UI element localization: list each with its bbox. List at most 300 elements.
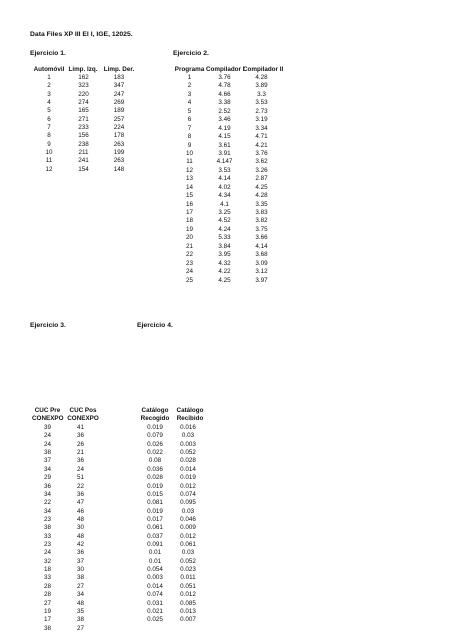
- table-cell: 17: [185, 209, 193, 216]
- table-row: [138, 591, 204, 599]
- header-catalogo-recibido-line2: Recibido: [176, 415, 204, 422]
- table-row: [32, 74, 137, 82]
- table-cell: 0.052: [180, 449, 196, 457]
- header-cuc-pre-line2: CONEXPO: [32, 415, 64, 422]
- table-cell: 0.014: [147, 582, 163, 590]
- table-cell: 4.32: [218, 259, 231, 267]
- table-cell: 3.38: [218, 99, 231, 107]
- table-cell: 2.73: [255, 107, 268, 115]
- table-cell: 33: [43, 532, 51, 540]
- table-cell: 4.28: [255, 192, 268, 200]
- ejercicio-1-table: [32, 74, 137, 174]
- table-cell: 3.76: [255, 149, 268, 157]
- table-row: [32, 616, 98, 624]
- table-row: [173, 108, 280, 116]
- table-cell: 3: [47, 90, 51, 98]
- table-row: [32, 491, 98, 499]
- table-cell: 4.14: [255, 242, 268, 250]
- table-cell: 21: [76, 449, 84, 457]
- table-cell: 2: [187, 82, 192, 90]
- table-cell: 3.75: [255, 225, 268, 233]
- table-cell: 23: [43, 515, 51, 523]
- table-cell: 4.15: [218, 133, 231, 141]
- table-cell: 47: [76, 499, 84, 507]
- table-row: [138, 499, 204, 507]
- table-cell: 238: [78, 140, 89, 148]
- table-cell: 271: [78, 115, 89, 123]
- table-cell: 17: [43, 616, 51, 624]
- table-row: [32, 457, 98, 465]
- table-cell: 4.78: [218, 82, 231, 90]
- table-cell: 4.52: [218, 217, 231, 225]
- table-row: [32, 608, 98, 616]
- table-row: [32, 116, 137, 124]
- table-cell: 0.019: [147, 424, 163, 431]
- table-cell: 148: [113, 165, 125, 173]
- table-row: [173, 142, 280, 150]
- table-row: [32, 157, 137, 165]
- table-cell: 7: [187, 124, 192, 132]
- table-row: [138, 541, 204, 549]
- table-cell: 0.013: [180, 607, 196, 615]
- table-cell: 247: [113, 90, 125, 98]
- table-cell: 0.03: [181, 432, 195, 440]
- table-cell: 36: [76, 490, 84, 498]
- table-cell: 0.019: [147, 507, 163, 515]
- table-cell: 0.014: [180, 465, 196, 473]
- table-cell: 4.28: [255, 74, 268, 81]
- table-row: [32, 583, 98, 591]
- table-row: [173, 158, 280, 166]
- table-cell: 11: [186, 158, 193, 166]
- table-row: [138, 608, 204, 616]
- table-row: [32, 132, 137, 140]
- table-cell: 0.003: [180, 440, 196, 448]
- table-row: [138, 474, 204, 482]
- table-cell: 25: [185, 276, 193, 284]
- table-cell: 2.52: [218, 107, 231, 115]
- table-cell: 46: [76, 507, 84, 515]
- table-cell: 0.015: [147, 490, 163, 498]
- table-row: [173, 260, 280, 268]
- table-row: [173, 268, 280, 276]
- table-cell: 51: [76, 474, 84, 482]
- table-cell: 0.085: [180, 599, 196, 607]
- table-row: [32, 483, 98, 491]
- table-row: [173, 99, 280, 107]
- table-cell: 37: [76, 557, 84, 565]
- table-row: [138, 516, 204, 524]
- table-row: [138, 558, 204, 566]
- header-automovil: Automóvil: [33, 66, 65, 73]
- table-cell: 4.22: [218, 268, 231, 276]
- table-cell: 0.031: [147, 599, 163, 607]
- ejercicio-2-label: Ejercicio 2.: [173, 50, 209, 57]
- table-row: [138, 566, 204, 574]
- table-cell: 183: [113, 74, 125, 81]
- header-compilador-ii: Compilador II: [243, 66, 284, 73]
- table-cell: 0.03: [181, 507, 195, 515]
- table-row: [138, 441, 204, 449]
- table-row: [32, 107, 137, 115]
- table-cell: 9: [187, 141, 192, 149]
- table-cell: 24: [76, 465, 84, 473]
- table-row: [173, 184, 280, 192]
- table-cell: 3.91: [218, 149, 231, 157]
- table-row: [138, 524, 204, 532]
- table-cell: 23: [185, 259, 193, 267]
- table-cell: 3.68: [255, 251, 268, 259]
- table-cell: 3.09: [255, 259, 268, 267]
- ejercicio-4-table: [138, 424, 204, 625]
- table-cell: 12: [45, 165, 53, 173]
- table-cell: 3.19: [255, 116, 268, 124]
- table-row: [32, 432, 98, 440]
- table-cell: 8: [47, 132, 51, 140]
- table-cell: 11: [45, 157, 53, 165]
- table-cell: 3.12: [255, 268, 268, 276]
- table-cell: 5: [47, 107, 51, 115]
- table-cell: 0.081: [147, 499, 163, 507]
- table-cell: 0.012: [180, 591, 196, 599]
- table-cell: 4.71: [255, 133, 268, 141]
- table-row: [138, 549, 204, 557]
- table-cell: 13: [185, 175, 193, 183]
- table-cell: 4.25: [255, 183, 268, 191]
- table-cell: 0.01: [148, 549, 162, 557]
- table-cell: 3.3: [257, 90, 266, 98]
- table-row: [138, 466, 204, 474]
- table-cell: 4: [47, 98, 51, 106]
- header-catalogo-recibido-line1: Catálogo: [176, 407, 204, 414]
- table-cell: 0.054: [147, 566, 163, 574]
- table-row: [32, 541, 98, 549]
- table-row: [173, 74, 280, 82]
- table-cell: 0.019: [147, 482, 163, 490]
- header-catalogo-recogido-line1: Catálogo: [141, 407, 169, 414]
- table-cell: 0.021: [147, 607, 163, 615]
- table-cell: 3.53: [255, 99, 268, 107]
- table-row: [173, 133, 280, 141]
- table-cell: 0.091: [147, 541, 163, 549]
- table-cell: 4.1: [220, 200, 229, 208]
- table-row: [173, 150, 280, 158]
- table-cell: 4.19: [218, 124, 231, 132]
- table-cell: 24: [185, 268, 193, 276]
- table-cell: 3.82: [255, 217, 268, 225]
- table-cell: 0.017: [147, 515, 163, 523]
- table-cell: 7: [47, 123, 51, 131]
- header-cuc-pre-line1: CUC Pre: [34, 407, 61, 414]
- table-cell: 24: [43, 549, 51, 557]
- table-cell: 41: [76, 424, 84, 431]
- table-row: [173, 209, 280, 217]
- table-row: [32, 466, 98, 474]
- table-cell: 15: [185, 192, 193, 200]
- table-cell: 28: [43, 582, 51, 590]
- table-row: [138, 600, 204, 608]
- table-cell: 269: [113, 98, 125, 106]
- table-cell: 156: [78, 132, 89, 140]
- header-cuc-pos-line2: CONEXPO: [67, 415, 99, 422]
- table-cell: 0.028: [180, 457, 196, 465]
- table-cell: 18: [43, 566, 51, 574]
- table-cell: 3.84: [218, 242, 231, 250]
- table-cell: 37: [43, 457, 51, 465]
- table-cell: 5: [187, 107, 192, 115]
- table-cell: 0.007: [180, 616, 196, 624]
- table-cell: 2.87: [255, 175, 268, 183]
- table-cell: 323: [78, 82, 89, 90]
- table-cell: 0.012: [180, 532, 196, 540]
- table-cell: 3.62: [255, 158, 268, 166]
- table-cell: 241: [78, 157, 89, 165]
- table-cell: 3.26: [255, 166, 268, 174]
- table-cell: 0.019: [180, 474, 196, 482]
- table-row: [32, 558, 98, 566]
- table-cell: 22: [76, 482, 84, 490]
- table-row: [138, 457, 204, 465]
- header-catalogo-recogido: [138, 407, 172, 423]
- table-cell: 6: [187, 116, 192, 124]
- table-cell: 0.052: [180, 557, 196, 565]
- table-row: [32, 516, 98, 524]
- table-cell: 30: [76, 566, 84, 574]
- table-row: [173, 226, 280, 234]
- table-cell: 27: [76, 624, 84, 632]
- table-cell: 24: [43, 440, 51, 448]
- table-cell: 3.76: [218, 74, 231, 81]
- table-cell: 34: [43, 507, 51, 515]
- table-cell: 0.022: [147, 449, 163, 457]
- table-row: [173, 192, 280, 200]
- table-cell: 0.079: [147, 432, 163, 440]
- table-cell: 5.33: [218, 234, 231, 242]
- table-cell: 3.97: [255, 276, 268, 284]
- table-row: [173, 116, 280, 124]
- table-cell: 3.66: [255, 234, 268, 242]
- table-cell: 21: [185, 242, 193, 250]
- table-cell: 257: [113, 115, 125, 123]
- table-cell: 3.34: [255, 124, 268, 132]
- table-row: [138, 483, 204, 491]
- table-row: [32, 566, 98, 574]
- table-cell: 4.02: [218, 183, 231, 191]
- header-cuc-pos-line1: CUC Pos: [69, 407, 97, 414]
- table-cell: 3.53: [218, 166, 231, 174]
- table-row: [32, 141, 137, 149]
- table-row: [32, 524, 98, 532]
- table-cell: 30: [76, 524, 84, 532]
- table-cell: 0.016: [180, 424, 196, 431]
- header-cuc-pos: [66, 407, 100, 423]
- ejercicio-3-label: Ejercicio 3.: [30, 322, 66, 329]
- table-cell: 3.25: [218, 209, 231, 216]
- table-row: [138, 508, 204, 516]
- table-cell: 0.011: [180, 574, 196, 582]
- table-cell: 27: [43, 599, 51, 607]
- table-cell: 263: [113, 140, 125, 148]
- table-cell: 0.095: [180, 499, 196, 507]
- table-row: [173, 243, 280, 251]
- table-cell: 3.95: [218, 251, 231, 259]
- table-cell: 0.061: [147, 524, 163, 532]
- table-cell: 0.051: [180, 582, 196, 590]
- table-row: [32, 124, 137, 132]
- table-cell: 0.009: [180, 524, 196, 532]
- table-cell: 0.074: [180, 490, 196, 498]
- table-row: [173, 167, 280, 175]
- table-row: [173, 125, 280, 133]
- table-cell: 0.023: [180, 566, 196, 574]
- table-cell: 34: [43, 490, 51, 498]
- table-cell: 34: [76, 591, 84, 599]
- table-cell: 4.147: [216, 158, 233, 166]
- table-row: [138, 574, 204, 582]
- table-cell: 4.24: [218, 225, 231, 233]
- table-cell: 0.036: [147, 465, 163, 473]
- table-cell: 0.003: [147, 574, 163, 582]
- ejercicio-1-label: Ejercicio 1.: [30, 50, 66, 57]
- table-row: [138, 616, 204, 624]
- table-row: [173, 82, 280, 90]
- table-cell: 0.037: [147, 532, 163, 540]
- table-row: [32, 149, 137, 157]
- table-row: [32, 166, 137, 174]
- table-cell: 199: [113, 148, 125, 156]
- header-limp-der: Limp. Der.: [103, 66, 135, 73]
- table-row: [173, 277, 280, 285]
- table-cell: 19: [43, 607, 51, 615]
- table-cell: 29: [43, 474, 51, 482]
- table-cell: 9: [47, 140, 51, 148]
- table-cell: 0.025: [147, 616, 163, 624]
- table-cell: 42: [76, 541, 84, 549]
- table-row: [32, 574, 98, 582]
- table-cell: 36: [43, 482, 51, 490]
- table-row: [32, 474, 98, 482]
- table-cell: 28: [43, 591, 51, 599]
- table-cell: 233: [78, 123, 89, 131]
- table-cell: 22: [185, 251, 193, 259]
- table-cell: 38: [43, 449, 51, 457]
- table-cell: 162: [78, 74, 89, 81]
- table-cell: 38: [76, 574, 84, 582]
- table-cell: 23: [43, 541, 51, 549]
- table-cell: 16: [185, 200, 193, 208]
- table-cell: 10: [45, 148, 53, 156]
- table-cell: 0.061: [180, 541, 196, 549]
- table-cell: 4.14: [218, 175, 231, 183]
- table-row: [32, 549, 98, 557]
- table-cell: 3.89: [255, 82, 268, 90]
- table-row: [32, 449, 98, 457]
- table-cell: 1: [47, 74, 51, 81]
- table-cell: 8: [187, 133, 192, 141]
- table-cell: 6: [47, 115, 51, 123]
- table-row: [32, 82, 137, 90]
- table-cell: 0.074: [147, 591, 163, 599]
- table-row: [173, 91, 280, 99]
- table-cell: 48: [76, 599, 84, 607]
- table-cell: 220: [78, 90, 89, 98]
- document-title: Data Files XP III El I, IGE, 12025.: [30, 31, 133, 38]
- table-cell: 347: [113, 82, 125, 90]
- table-cell: 18: [185, 217, 193, 225]
- table-cell: 19: [185, 225, 193, 233]
- table-row: [173, 175, 280, 183]
- table-cell: 2: [47, 82, 51, 90]
- table-row: [32, 508, 98, 516]
- table-cell: 4: [187, 99, 192, 107]
- table-cell: 189: [113, 107, 125, 115]
- table-cell: 36: [76, 432, 84, 440]
- table-cell: 33: [43, 574, 51, 582]
- table-cell: 224: [113, 123, 125, 131]
- table-cell: 0.03: [181, 549, 195, 557]
- table-row: [173, 217, 280, 225]
- table-cell: 38: [76, 616, 84, 624]
- table-cell: 4.34: [218, 192, 231, 200]
- table-row: [32, 499, 98, 507]
- table-cell: 14: [185, 183, 193, 191]
- table-cell: 0.01: [148, 557, 162, 565]
- ejercicio-2-table: [173, 74, 280, 285]
- table-row: [173, 234, 280, 242]
- header-cuc-pre: [32, 407, 63, 423]
- table-row: [138, 533, 204, 541]
- table-cell: 36: [76, 457, 84, 465]
- table-cell: 12: [185, 166, 193, 174]
- header-catalogo-recibido: [174, 407, 206, 423]
- table-cell: 38: [43, 524, 51, 532]
- header-programa: Programa: [174, 66, 205, 73]
- table-cell: 154: [78, 165, 89, 173]
- header-limp-izq: Limp. Izq.: [68, 66, 98, 73]
- table-cell: 27: [76, 582, 84, 590]
- table-cell: 26: [76, 440, 84, 448]
- table-row: [138, 583, 204, 591]
- table-cell: 3.83: [255, 209, 268, 216]
- table-cell: 10: [185, 149, 193, 157]
- table-row: [32, 91, 137, 99]
- table-row: [138, 491, 204, 499]
- table-cell: 1: [187, 74, 192, 81]
- table-cell: 211: [78, 148, 89, 156]
- table-cell: 32: [43, 557, 51, 565]
- header-catalogo-recogido-line2: Recogido: [140, 415, 170, 422]
- table-cell: 3.46: [218, 116, 231, 124]
- table-cell: 22: [43, 499, 51, 507]
- ejercicio-3-table: [32, 424, 98, 633]
- table-row: [32, 600, 98, 608]
- table-cell: 4.25: [218, 276, 231, 284]
- table-cell: 34: [43, 465, 51, 473]
- header-compilador-i: Compilador I: [206, 66, 245, 73]
- table-cell: 24: [43, 432, 51, 440]
- table-cell: 0.028: [147, 474, 163, 482]
- table-cell: 39: [43, 424, 51, 431]
- table-row: [32, 424, 98, 432]
- table-cell: 0.046: [180, 515, 196, 523]
- table-row: [32, 591, 98, 599]
- ejercicio-4-label: Ejercicio 4.: [137, 322, 173, 329]
- table-row: [138, 424, 204, 432]
- table-cell: 4.21: [255, 141, 268, 149]
- table-cell: 0.08: [148, 457, 162, 465]
- table-row: [173, 201, 280, 209]
- table-row: [32, 533, 98, 541]
